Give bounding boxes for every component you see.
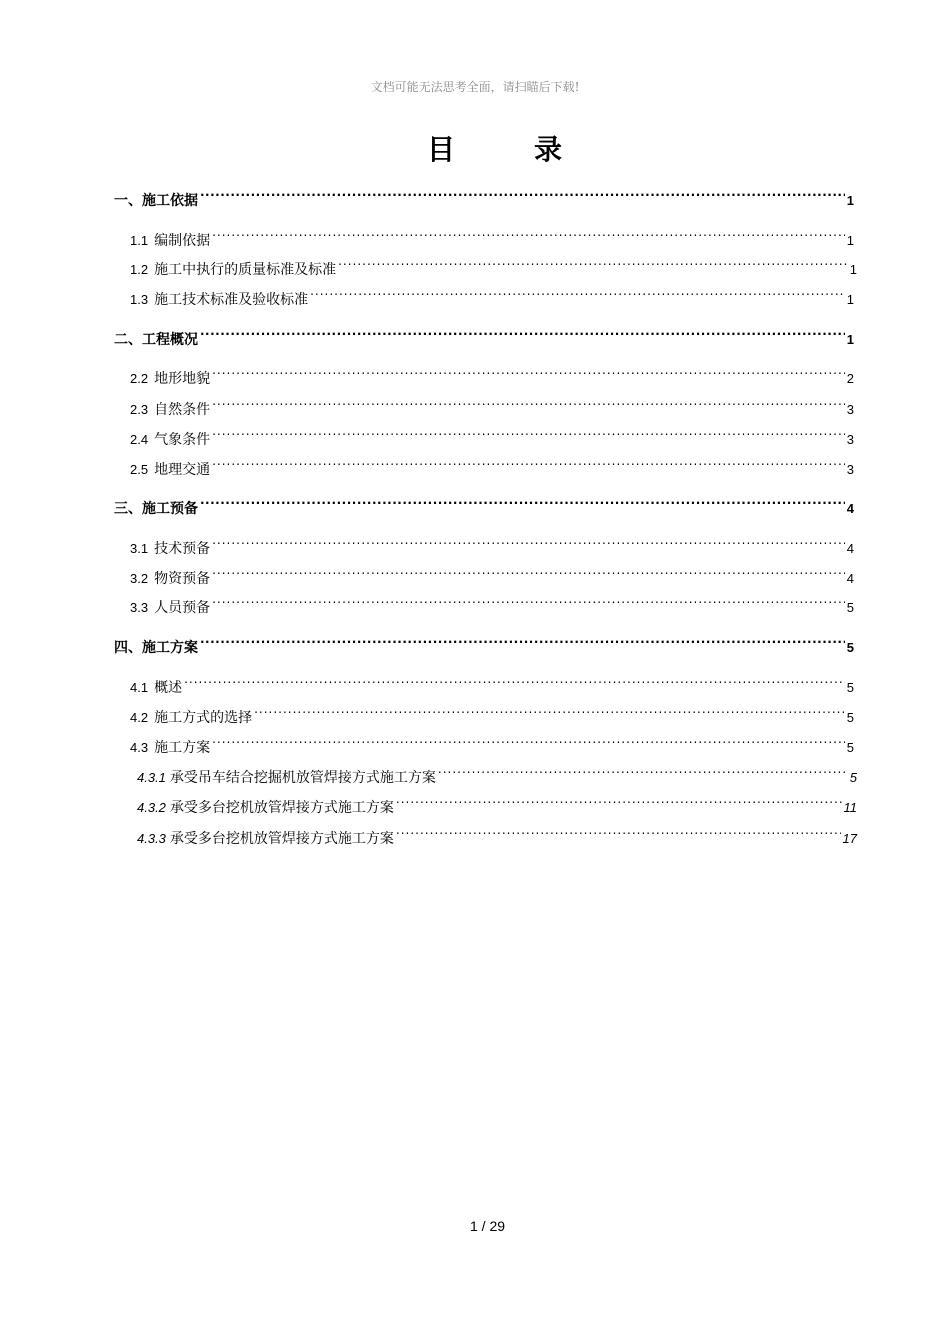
toc-entry-label: 技术预备 bbox=[154, 541, 211, 557]
toc-leader-dots bbox=[438, 762, 848, 782]
toc-entry[interactable] bbox=[130, 394, 854, 420]
toc-entry-page: 4 bbox=[846, 541, 854, 556]
toc-leader-dots bbox=[184, 672, 845, 692]
toc-entry-number: 2.3 bbox=[130, 402, 149, 417]
toc-entry[interactable] bbox=[130, 254, 857, 280]
toc-entry-page: 5 bbox=[849, 770, 857, 785]
toc-entry-label: 二、工程概况 bbox=[114, 332, 198, 348]
toc-entry[interactable] bbox=[130, 563, 854, 589]
toc-entry[interactable] bbox=[130, 533, 854, 559]
toc-leader-dots bbox=[212, 533, 845, 553]
toc-entry-label: 气象条件 bbox=[154, 432, 211, 448]
toc-entry-page: 3 bbox=[846, 402, 854, 417]
toc-leader-dots bbox=[396, 792, 842, 812]
toc-entry-page: 1 bbox=[846, 332, 854, 347]
toc-entry-number: 3.1 bbox=[130, 541, 149, 556]
toc-entry-page: 17 bbox=[842, 831, 857, 846]
toc-entry-page: 5 bbox=[846, 600, 854, 615]
toc-entry-number: 4.3.2 bbox=[137, 800, 166, 815]
toc-entry-page: 4 bbox=[846, 501, 854, 516]
toc-entry-label: 人员预备 bbox=[154, 600, 211, 616]
toc-entry-page: 11 bbox=[843, 800, 857, 815]
toc-entry-number: 1.2 bbox=[130, 262, 149, 277]
toc-entry-page: 3 bbox=[846, 432, 854, 447]
toc-entry-number: 4.3.1 bbox=[137, 770, 166, 785]
toc-leader-dots bbox=[338, 254, 848, 274]
header-watermark: 文档可能无法思考全面，请扫瞄后下载! bbox=[370, 80, 580, 94]
toc-leader-dots bbox=[310, 284, 845, 304]
toc-leader-dots bbox=[212, 454, 845, 474]
toc-entry-label: 施工方案 bbox=[154, 740, 211, 756]
toc-leader-dots bbox=[212, 394, 845, 414]
toc-entry-number: 3.2 bbox=[130, 571, 149, 586]
toc-entry[interactable] bbox=[130, 454, 854, 480]
toc-entry-number: 4.1 bbox=[130, 680, 149, 695]
toc-entry[interactable] bbox=[114, 632, 854, 658]
toc-entry-page: 5 bbox=[846, 740, 854, 755]
toc-entry[interactable] bbox=[137, 792, 857, 818]
toc-entry-label: 编制依据 bbox=[154, 233, 211, 249]
toc-entry-page: 5 bbox=[846, 680, 854, 695]
toc-entry-page: 1 bbox=[849, 262, 857, 277]
toc-entry-number: 4.2 bbox=[130, 710, 149, 725]
toc-leader-dots bbox=[212, 225, 845, 245]
toc-entry-number: 2.2 bbox=[130, 371, 149, 386]
toc-entry-page: 5 bbox=[846, 710, 854, 725]
toc-entry-page: 2 bbox=[846, 371, 854, 386]
toc-entry-label: 地理交通 bbox=[154, 462, 211, 478]
toc-entry-label: 三、施工预备 bbox=[114, 501, 198, 517]
toc-entry-page: 5 bbox=[846, 640, 854, 655]
toc-entry-label: 地形地貌 bbox=[154, 371, 211, 387]
toc-entry-number: 2.5 bbox=[130, 462, 149, 477]
toc-entry-number: 1.1 bbox=[130, 233, 149, 248]
toc-title-char-2: 录 bbox=[534, 133, 564, 166]
toc-leader-dots bbox=[396, 823, 841, 843]
toc-entry-label: 四、施工方案 bbox=[114, 640, 198, 656]
toc-leader-dots bbox=[212, 424, 845, 444]
toc-leader-dots bbox=[200, 632, 845, 652]
toc-entry-label: 承受吊车结合挖掘机放管焊接方式施工方案 bbox=[169, 770, 436, 786]
toc-entry-label: 承受多台挖机放管焊接方式施工方案 bbox=[169, 831, 394, 847]
toc-entry-label: 承受多台挖机放管焊接方式施工方案 bbox=[169, 800, 394, 816]
toc-entry[interactable] bbox=[130, 363, 854, 389]
toc-entry-label: 概述 bbox=[154, 680, 183, 696]
toc-entry[interactable] bbox=[130, 702, 854, 728]
toc-entry[interactable] bbox=[137, 762, 857, 788]
toc-entry-page: 4 bbox=[846, 571, 854, 586]
toc-entry-number: 4.3.3 bbox=[137, 831, 166, 846]
toc-leader-dots bbox=[212, 563, 845, 583]
toc-entry[interactable] bbox=[137, 823, 857, 849]
toc-entry-label: 一、施工依据 bbox=[114, 193, 198, 209]
toc-entry[interactable] bbox=[114, 493, 854, 519]
toc-entry[interactable] bbox=[130, 672, 854, 698]
toc-leader-dots bbox=[212, 732, 845, 752]
toc-entry[interactable] bbox=[114, 324, 854, 350]
toc-leader-dots bbox=[200, 324, 845, 344]
toc-entry-number: 4.3 bbox=[130, 740, 149, 755]
toc-leader-dots bbox=[254, 702, 845, 722]
toc-entry[interactable] bbox=[130, 284, 854, 310]
toc-entry-label: 施工方式的选择 bbox=[154, 710, 253, 726]
toc-entry-page: 1 bbox=[846, 193, 854, 208]
toc-leader-dots bbox=[212, 363, 845, 383]
toc-leader-dots bbox=[200, 185, 845, 205]
toc-entry[interactable] bbox=[114, 185, 854, 211]
toc-entry-page: 1 bbox=[846, 292, 854, 307]
toc-title-char-1: 目 bbox=[426, 133, 456, 166]
toc-entry-label: 物资预备 bbox=[154, 571, 211, 587]
toc-title bbox=[0, 128, 950, 168]
toc-entry-page: 1 bbox=[846, 233, 854, 248]
toc-entry-number: 3.3 bbox=[130, 600, 149, 615]
toc-entry-page: 3 bbox=[846, 462, 854, 477]
toc-leader-dots bbox=[212, 592, 845, 612]
toc-entry-label: 自然条件 bbox=[154, 402, 211, 418]
toc-entry[interactable] bbox=[130, 732, 854, 758]
page-indicator: 1 / 29 bbox=[469, 1218, 506, 1234]
toc-leader-dots bbox=[200, 493, 845, 513]
toc-entry[interactable] bbox=[130, 592, 854, 618]
toc-entry-number: 2.4 bbox=[130, 432, 149, 447]
toc-entry-number: 1.3 bbox=[130, 292, 149, 307]
toc-entry[interactable] bbox=[130, 424, 854, 450]
toc-entry-label: 施工中执行的质量标准及标准 bbox=[154, 262, 337, 278]
toc-entry[interactable] bbox=[130, 225, 854, 251]
toc-entry-label: 施工技术标准及验收标准 bbox=[154, 292, 309, 308]
